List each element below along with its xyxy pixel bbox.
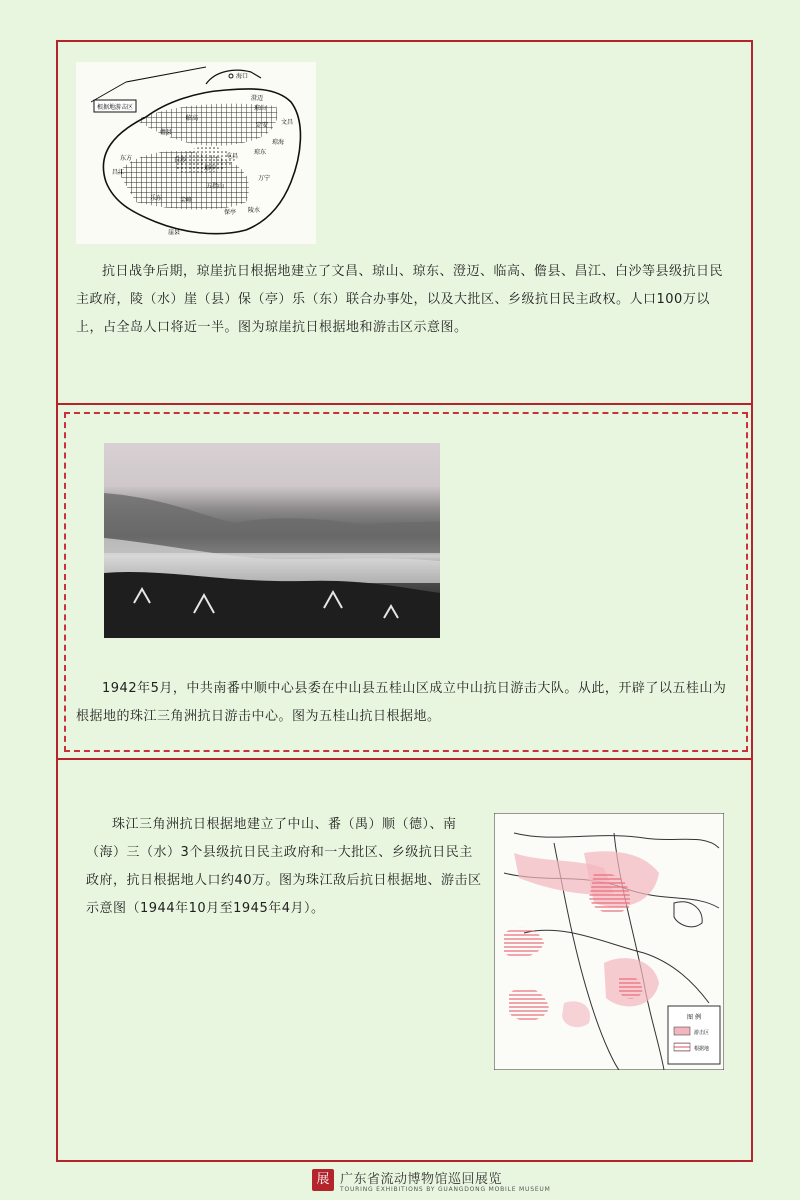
map-label-a: 临高 — [186, 115, 199, 122]
map-label-d: 文昌 — [281, 119, 294, 126]
hainan-base-map — [76, 62, 316, 244]
map-label-i: 琼东 — [254, 149, 267, 156]
map-label-s: 琼海 — [272, 139, 285, 146]
legend-swatch-base — [674, 1043, 690, 1051]
section-2-text: 1942年5月，中共南番中顺中心县委在中山县五桂山区成立中山抗日游击大队。从此，开辟了以五桂山为根据地的珠江三角洲抗日游击中心。图为五桂山抗日根据地。 — [76, 681, 727, 724]
hainan-map-svg — [76, 62, 316, 244]
legend-title: 图 例 — [687, 1014, 701, 1021]
map-label-p: 陵水 — [248, 207, 261, 214]
map-label-f: 东方 — [120, 155, 133, 162]
section-divider-1 — [56, 403, 753, 405]
museum-logo-icon: 展 — [312, 1169, 334, 1191]
map-label-e: 儋县 — [160, 129, 173, 136]
wuguishan-photo — [104, 443, 440, 638]
map-label-k: 琼中 — [204, 165, 217, 172]
footer-title-en: TOURING EXHIBITIONS BY GUANGDONG MOBILE MUSEUM — [340, 1186, 551, 1193]
map-label-top: 海口 — [236, 73, 249, 80]
map-label-l: 万宁 — [258, 175, 271, 182]
legend-label-base: 根据地 — [694, 1046, 710, 1052]
legend-label-guerrilla: 游击区 — [694, 1030, 710, 1036]
map-label-h: 昌江 — [112, 169, 125, 176]
map-label-m: 五指山 — [206, 183, 225, 190]
map-title-label: 根据地游击区 — [96, 104, 134, 111]
section-divider-2 — [56, 758, 753, 760]
map-label-g: 白沙 — [174, 157, 187, 164]
map-label-q: 乐东 — [150, 195, 163, 202]
footer — [0, 1165, 800, 1200]
map-label-t: 尖峰 — [180, 197, 193, 204]
map-label-j: 屯昌 — [226, 153, 239, 160]
pearl-river-map — [494, 813, 724, 1070]
mountain-scene — [104, 443, 440, 638]
section-1-text: 抗日战争后期，琼崖抗日根据地建立了文昌、琼山、琼东、澄迈、临高、儋县、昌江、白沙等县级抗日民主政府，陵（水）崖（县）保（亭）乐（东）联合办事处，以及大批区、乡级抗日民主政权。人口100万以上，占全岛人口将近一半。图为琼崖抗日根据地和游击区示意图。 — [76, 264, 724, 335]
section-3-text: 珠江三角洲抗日根据地建立了中山、番（禺）顺（德）、南（海）三（水）3个县级抗日民主政府和一大批区、乡级抗日民主政府，抗日根据地人口约40万。图为珠江敌后抗日根据地、游击区示意图（1944年10月至1945年4月）。 — [86, 817, 482, 916]
map-label-r: 澄迈 — [251, 95, 264, 102]
map-label-b: 琼山 — [254, 105, 267, 112]
map-label-c: 定安 — [256, 122, 269, 129]
map-label-o: 崖县 — [168, 229, 181, 236]
pearl-river-map-svg — [494, 813, 724, 1070]
map-label-n: 保亭 — [224, 209, 237, 216]
legend-swatch-guerrilla — [674, 1027, 690, 1035]
footer-title-cn: 广东省流动博物馆巡回展览 — [340, 1172, 503, 1187]
